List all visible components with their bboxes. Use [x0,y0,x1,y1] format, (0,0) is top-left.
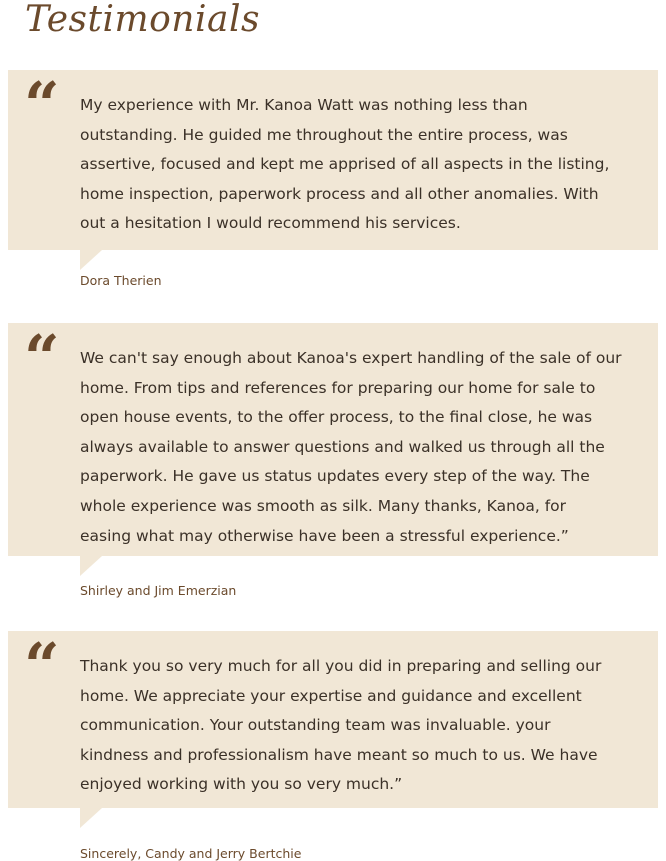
testimonial-card [8,323,658,598]
quote-icon: “ [24,68,60,141]
testimonial-author: Dora Therien [80,273,162,288]
testimonial-card [8,631,658,861]
testimonial-author: Sincerely, Candy and Jerry Bertchie [80,846,302,861]
quote-bubble [8,323,658,556]
quote-bubble [8,631,658,808]
quote-icon: “ [24,629,60,702]
testimonial-text: My experience with Mr. Kanoa Watt was nothing less than outstanding. He guided me throughout the entire process, was assertive, focused and kept me apprised of all aspects in the listing, home inspection, paperwork process and all other anomalies. With out a hesitation I would recommend his services. [80,96,610,233]
testimonial-text: Thank you so very much for all you did in preparing and selling our home. We appreciate your expertise and guidance and excellent communication. Your outstanding team was invaluable. your kindness and professionalism have meant so much to us. We have enjoyed working with you so very much.” [80,657,602,794]
testimonial-card [8,70,658,288]
quote-icon: “ [24,321,60,394]
bubble-tail [80,808,102,828]
bubble-tail [80,556,102,576]
page-title: Testimonials [25,0,260,40]
quote-bubble [8,70,658,250]
testimonial-text: We can't say enough about Kanoa's expert handling of the sale of our home. From tips and references for preparing our home for sale to open house events, to the offer process, to the final close, he was always available to answer questions and walked us through all the paperwork. He gave us status updates every step of the way. The whole experience was smooth as silk. Many thanks, Kanoa, for easing what may otherwise have been a stressful experience.” [80,349,622,545]
bubble-tail [80,250,102,270]
testimonial-author: Shirley and Jim Emerzian [80,583,237,598]
